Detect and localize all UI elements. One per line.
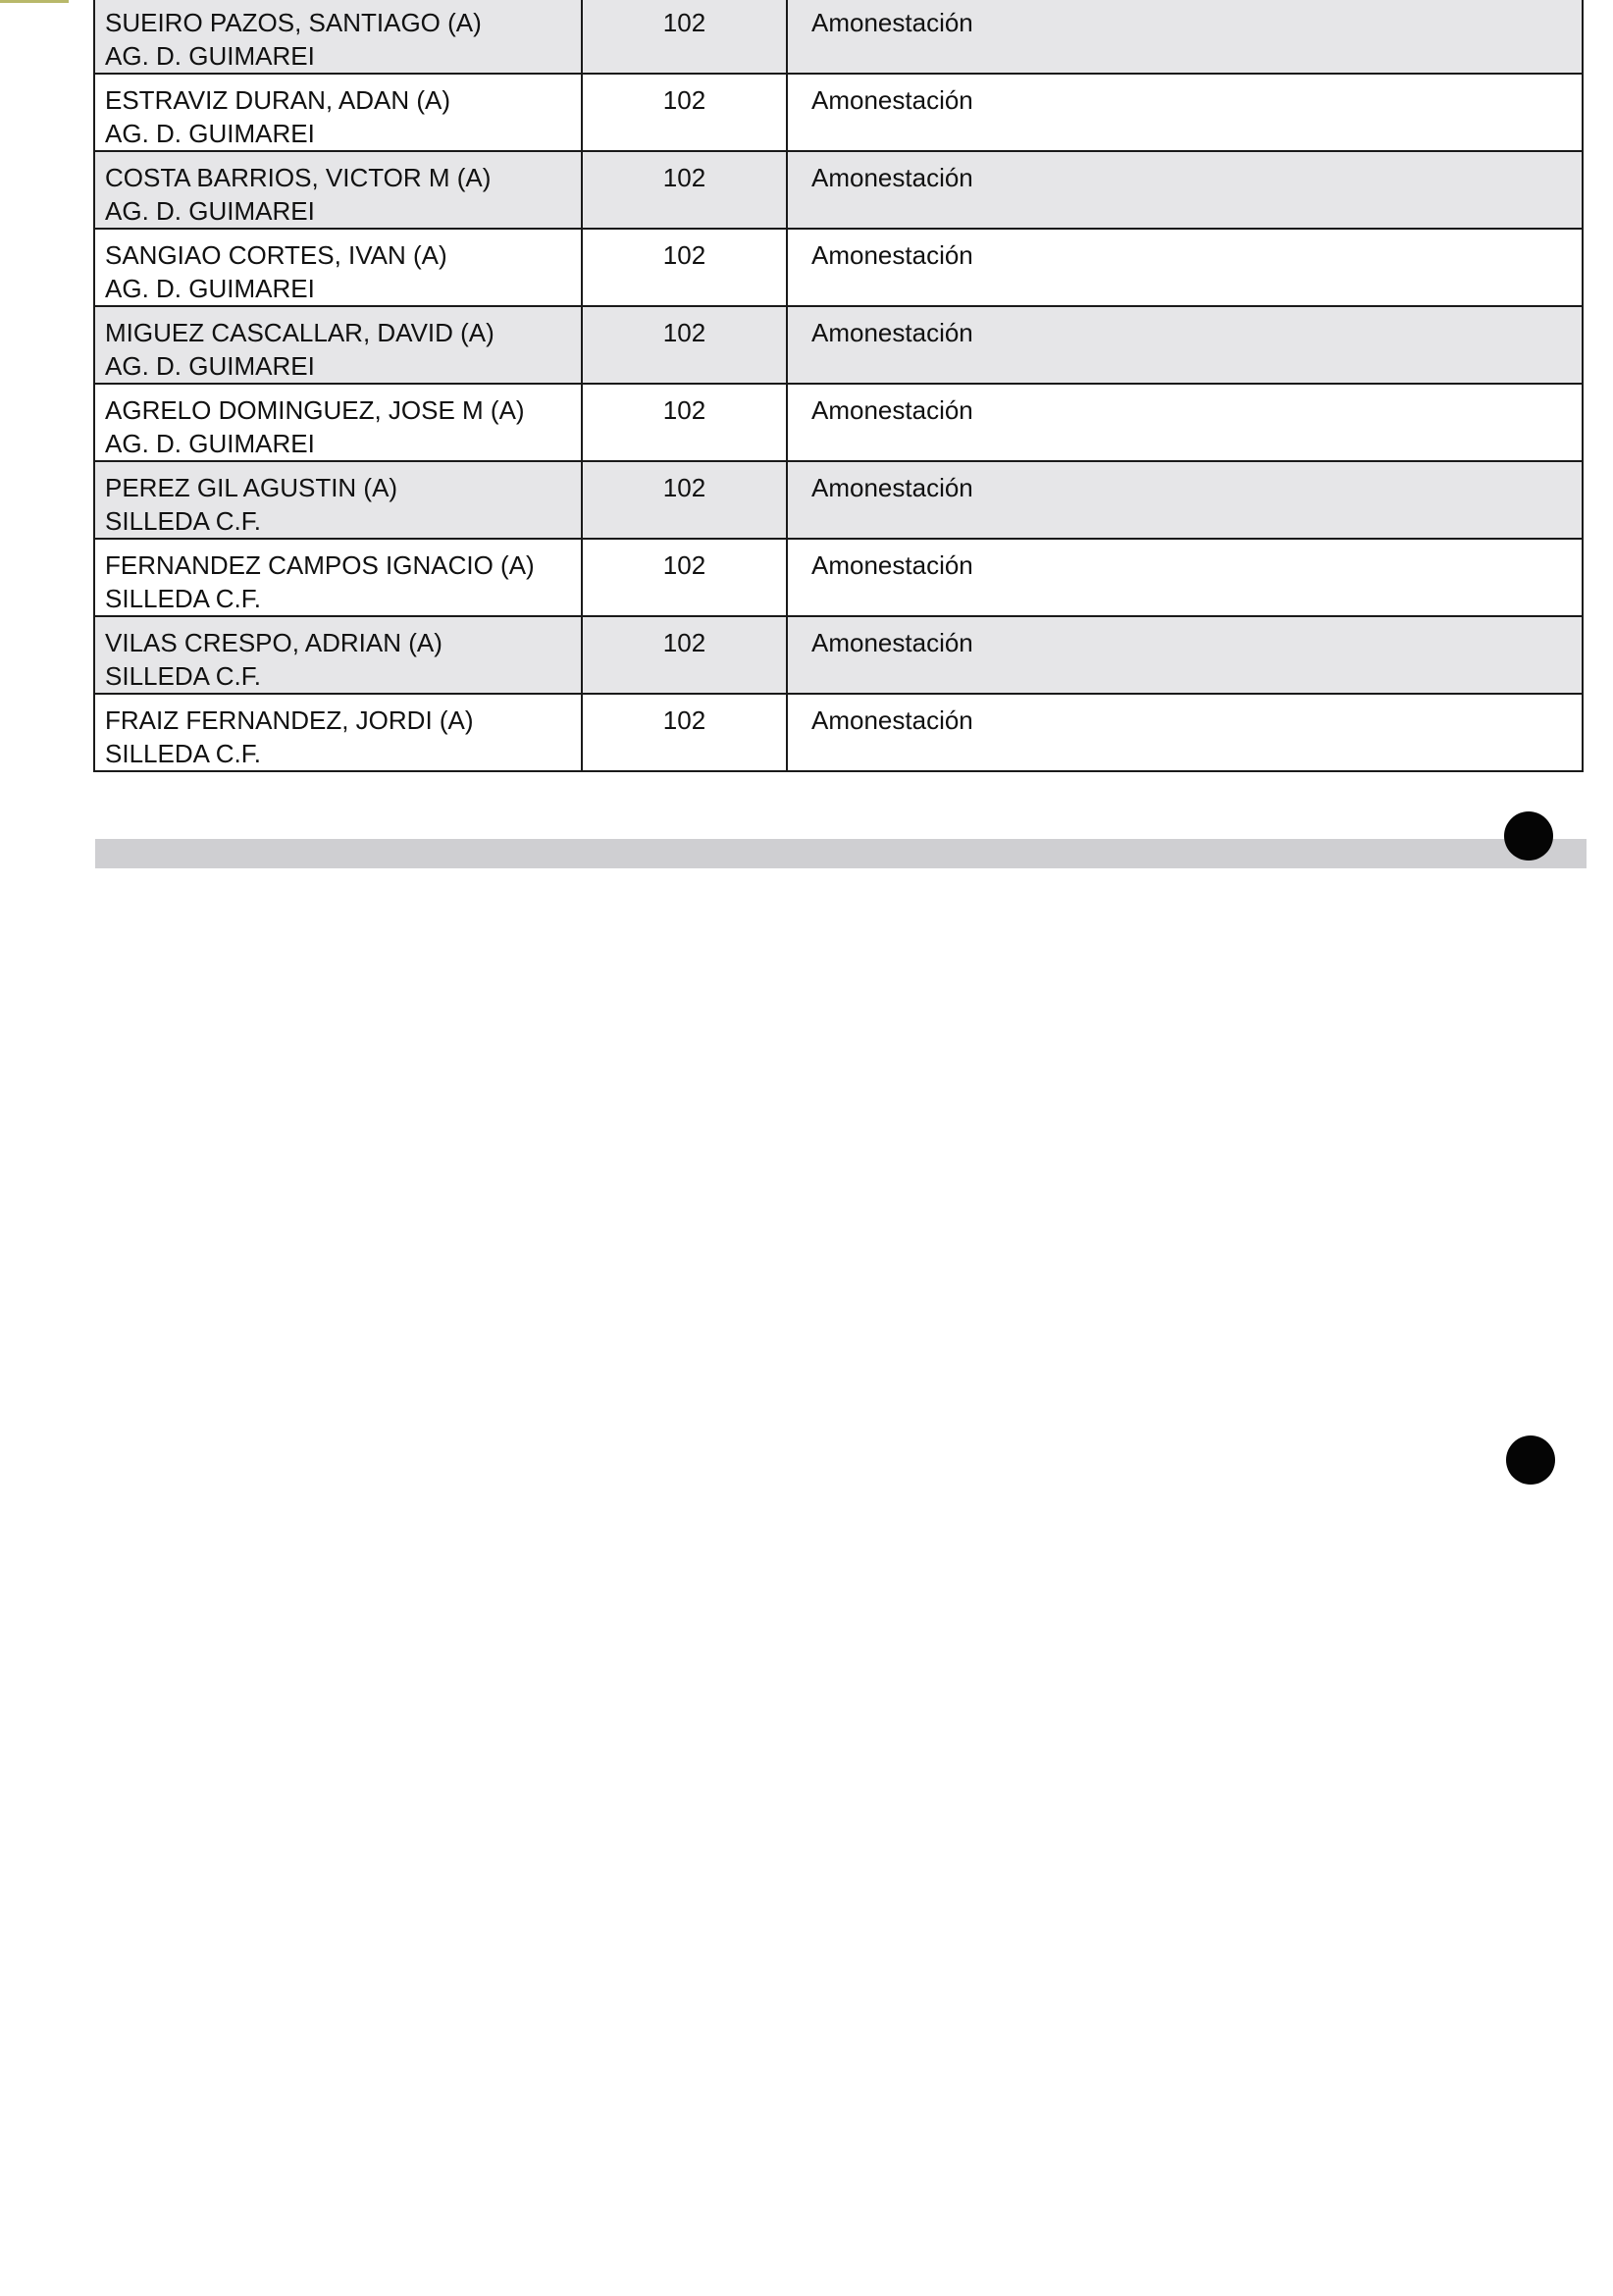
scan-shadow-band: [95, 839, 1587, 868]
table-row: [94, 74, 1583, 151]
player-name: SANGIAO CORTES, IVAN (A): [105, 240, 447, 270]
table-row: [94, 151, 1583, 229]
table-row: [94, 384, 1583, 461]
sanction-cell: Amonestación: [787, 539, 1583, 616]
table-row: [94, 0, 1583, 74]
sanctions-table: [93, 0, 1584, 772]
player-cell: [94, 384, 582, 461]
code-cell: 102: [582, 0, 787, 74]
table-row: [94, 694, 1583, 771]
table-row: [94, 461, 1583, 539]
team-name: SILLEDA C.F.: [105, 661, 261, 691]
team-name: AG. D. GUIMAREI: [105, 429, 315, 458]
sanction-cell: Amonestación: [787, 694, 1583, 771]
team-name: AG. D. GUIMAREI: [105, 196, 315, 226]
code-cell: 102: [582, 616, 787, 694]
player-name: MIGUEZ CASCALLAR, DAVID (A): [105, 318, 494, 347]
sanction-cell: Amonestación: [787, 384, 1583, 461]
sanction-cell: Amonestación: [787, 461, 1583, 539]
player-cell: [94, 694, 582, 771]
code-cell: 102: [582, 306, 787, 384]
team-name: AG. D. GUIMAREI: [105, 41, 315, 71]
team-name: SILLEDA C.F.: [105, 506, 261, 536]
sanction-cell: Amonestación: [787, 306, 1583, 384]
player-cell: [94, 229, 582, 306]
code-cell: 102: [582, 461, 787, 539]
player-name: AGRELO DOMINGUEZ, JOSE M (A): [105, 395, 525, 425]
team-name: AG. D. GUIMAREI: [105, 274, 315, 303]
player-name: FRAIZ FERNANDEZ, JORDI (A): [105, 705, 474, 735]
team-name: SILLEDA C.F.: [105, 739, 261, 768]
scan-edge-mark: [0, 0, 69, 3]
table-row: [94, 306, 1583, 384]
code-cell: 102: [582, 539, 787, 616]
player-cell: [94, 616, 582, 694]
sanction-cell: Amonestación: [787, 151, 1583, 229]
player-name: FERNANDEZ CAMPOS IGNACIO (A): [105, 550, 535, 580]
sanction-cell: Amonestación: [787, 616, 1583, 694]
player-name: SUEIRO PAZOS, SANTIAGO (A): [105, 8, 482, 37]
sanction-cell: Amonestación: [787, 0, 1583, 74]
sanction-cell: Amonestación: [787, 74, 1583, 151]
player-cell: [94, 461, 582, 539]
player-name: ESTRAVIZ DURAN, ADAN (A): [105, 85, 451, 115]
player-name: VILAS CRESPO, ADRIAN (A): [105, 628, 442, 657]
code-cell: 102: [582, 384, 787, 461]
code-cell: 102: [582, 694, 787, 771]
player-name: PEREZ GIL AGUSTIN (A): [105, 473, 398, 502]
punch-hole-icon: [1506, 1435, 1555, 1485]
sanction-cell: Amonestación: [787, 229, 1583, 306]
team-name: AG. D. GUIMAREI: [105, 351, 315, 381]
player-cell: [94, 151, 582, 229]
punch-hole-icon: [1504, 811, 1553, 861]
code-cell: 102: [582, 151, 787, 229]
team-name: SILLEDA C.F.: [105, 584, 261, 613]
player-cell: [94, 74, 582, 151]
code-cell: 102: [582, 229, 787, 306]
team-name: AG. D. GUIMAREI: [105, 119, 315, 148]
table-row: [94, 539, 1583, 616]
table-row: [94, 616, 1583, 694]
player-name: COSTA BARRIOS, VICTOR M (A): [105, 163, 492, 192]
code-cell: 102: [582, 74, 787, 151]
player-cell: [94, 0, 582, 74]
player-cell: [94, 539, 582, 616]
table-row: [94, 229, 1583, 306]
player-cell: [94, 306, 582, 384]
